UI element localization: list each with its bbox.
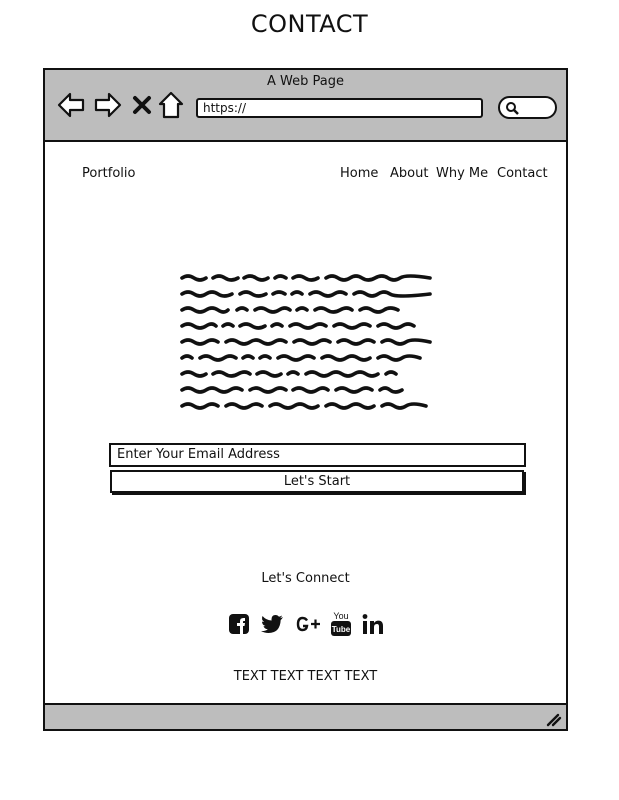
svg-text:Tube: Tube xyxy=(331,625,351,634)
lets-start-button[interactable]: Let's Start xyxy=(110,470,524,493)
home-icon[interactable] xyxy=(157,90,185,120)
window-title: A Web Page xyxy=(267,74,344,89)
facebook-icon[interactable] xyxy=(228,610,250,640)
back-arrow-icon[interactable] xyxy=(56,90,86,120)
browser-toolbar xyxy=(45,70,566,142)
resize-grip-icon[interactable] xyxy=(544,709,562,727)
forward-arrow-icon[interactable] xyxy=(93,90,123,120)
google-plus-icon[interactable] xyxy=(294,610,322,640)
scribbled-text-block xyxy=(180,273,435,417)
nav-link-why-me[interactable]: Why Me xyxy=(436,166,489,181)
lets-connect-heading: Let's Connect xyxy=(261,571,350,586)
search-field[interactable] xyxy=(498,96,557,119)
browser-window xyxy=(43,68,568,731)
url-input[interactable]: https:// xyxy=(196,98,483,118)
email-input[interactable]: Enter Your Email Address xyxy=(109,443,526,467)
page-content xyxy=(45,142,566,705)
linkedin-icon[interactable] xyxy=(361,610,385,640)
twitter-icon[interactable] xyxy=(260,610,284,640)
search-icon xyxy=(505,101,519,115)
svg-text:You: You xyxy=(333,611,349,621)
youtube-icon[interactable] xyxy=(330,610,352,640)
status-bar xyxy=(45,703,566,729)
footer-text: TEXT TEXT TEXT TEXT xyxy=(233,669,378,684)
logo-portfolio[interactable]: Portfolio xyxy=(82,166,136,181)
nav-link-home[interactable]: Home xyxy=(340,166,379,181)
nav-link-about[interactable]: About xyxy=(390,166,429,181)
stop-icon[interactable] xyxy=(131,90,153,120)
page-title: CONTACT xyxy=(250,10,369,38)
nav-link-contact[interactable]: Contact xyxy=(497,166,548,181)
